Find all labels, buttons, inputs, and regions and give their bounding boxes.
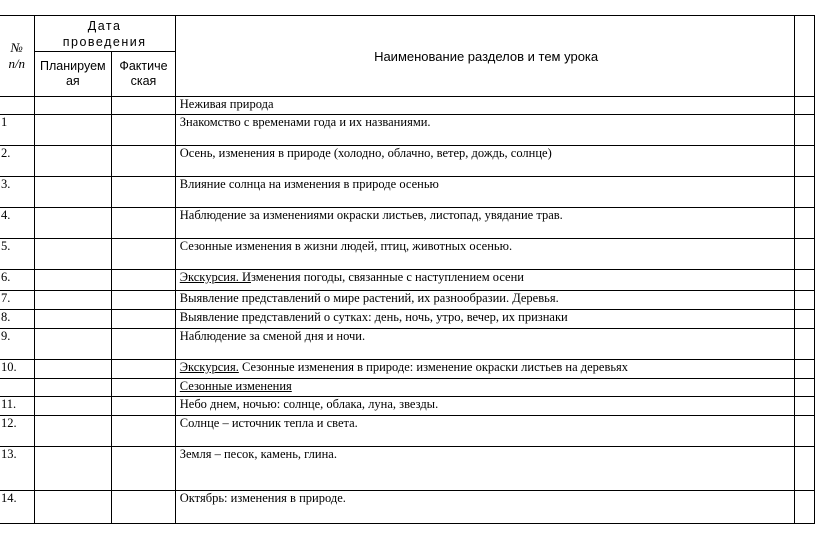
planned-date-cell (34, 329, 112, 360)
row-number-header: № п/п (0, 16, 34, 97)
extra-cell (795, 291, 815, 310)
date-group-header: Дата проведения (34, 16, 175, 52)
topic-text: Земля – песок, камень, глина. (179, 447, 337, 461)
row-number-cell (0, 360, 34, 379)
actual-date-cell (112, 97, 176, 115)
topic-cell (175, 177, 795, 208)
topic-cell (175, 97, 795, 115)
actual-date-cell (112, 115, 176, 146)
row-number: 4. (1, 208, 11, 222)
table-row (0, 447, 815, 491)
planned-date-cell (34, 239, 112, 270)
row-number: 1 (1, 115, 8, 129)
table-row (0, 97, 815, 115)
topic-cell (175, 310, 795, 329)
planned-date-cell (34, 491, 112, 524)
topic-text: Влияние солнца на изменения в природе осенью (179, 177, 439, 191)
topic-text: Октябрь: изменения в природе. (179, 491, 346, 505)
actual-date-cell (112, 397, 176, 416)
actual-date-cell (112, 291, 176, 310)
planned-date-cell (34, 397, 112, 416)
table-row (0, 360, 815, 379)
planned-date-header: Планируем ая (34, 52, 112, 97)
topic-cell (175, 270, 795, 291)
topic-text: Сезонные изменения в жизни людей, птиц, животных осенью. (179, 239, 513, 253)
extra-cell (795, 447, 815, 491)
topic-cell (175, 291, 795, 310)
topic-underlined-prefix: Экскурсия. И (179, 270, 251, 284)
topic-underlined-prefix: Экскурсия. (179, 360, 239, 374)
planned-date-cell (34, 360, 112, 379)
planned-date-cell (34, 270, 112, 291)
table-header-row (0, 16, 815, 52)
row-number: 3. (1, 177, 11, 191)
topic-text: Сезонные изменения в природе: изменение окраски листьев на деревьях (238, 360, 629, 374)
topic-cell (175, 447, 795, 491)
row-number-cell (0, 447, 34, 491)
planned-date-cell (34, 310, 112, 329)
extra-cell (795, 360, 815, 379)
topic-cell (175, 379, 795, 397)
table-row (0, 416, 815, 447)
row-number-cell (0, 97, 34, 115)
row-number-cell (0, 270, 34, 291)
row-number: 14. (1, 491, 17, 505)
row-number: 12. (1, 416, 17, 430)
actual-date-cell (112, 208, 176, 239)
planned-date-cell (34, 177, 112, 208)
topic-text: Наблюдение за сменой дня и ночи. (179, 329, 366, 343)
row-number: 10. (1, 360, 17, 374)
extra-cell (795, 115, 815, 146)
topic-text: Солнце – источник тепла и света. (179, 416, 358, 430)
planned-date-cell (34, 115, 112, 146)
extra-cell (795, 97, 815, 115)
actual-date-cell (112, 239, 176, 270)
row-number-cell (0, 115, 34, 146)
actual-date-cell (112, 360, 176, 379)
topic-title-header: Наименование разделов и тем урока (175, 16, 795, 97)
row-number: 7. (1, 291, 11, 305)
actual-date-cell (112, 310, 176, 329)
topic-cell (175, 491, 795, 524)
row-number-cell (0, 329, 34, 360)
extra-cell (795, 329, 815, 360)
actual-date-cell (112, 177, 176, 208)
table-row (0, 291, 815, 310)
row-number: 8. (1, 310, 11, 324)
row-number-cell (0, 379, 34, 397)
topic-text: зменения погоды, связанные с наступлением осени (250, 270, 524, 284)
actual-date-header: Фактиче ская (112, 52, 176, 97)
extra-cell (795, 310, 815, 329)
actual-date-cell (112, 447, 176, 491)
row-number-cell (0, 177, 34, 208)
row-number: 11. (1, 397, 17, 411)
actual-date-cell (112, 491, 176, 524)
row-number: 2. (1, 146, 11, 160)
planned-date-cell (34, 379, 112, 397)
topic-cell (175, 239, 795, 270)
topic-text: Неживая природа (179, 97, 274, 111)
actual-date-cell (112, 270, 176, 291)
row-number: 13. (1, 447, 17, 461)
topic-text: Осень, изменения в природе (холодно, облачно, ветер, дождь, солнце) (179, 146, 552, 160)
row-number: 9. (1, 329, 11, 343)
row-number-cell (0, 310, 34, 329)
extra-cell (795, 208, 815, 239)
topic-cell (175, 329, 795, 360)
actual-date-cell (112, 146, 176, 177)
topic-cell (175, 115, 795, 146)
row-number-cell (0, 397, 34, 416)
planned-date-cell (34, 208, 112, 239)
actual-date-cell (112, 416, 176, 447)
topic-cell (175, 146, 795, 177)
table-row (0, 379, 815, 397)
extra-cell (795, 239, 815, 270)
topic-text: Выявление представлений о мире растений, их разнообразии. Деревья. (179, 291, 559, 305)
actual-date-cell (112, 379, 176, 397)
row-number-cell (0, 416, 34, 447)
row-number-cell (0, 239, 34, 270)
topic-cell (175, 397, 795, 416)
row-number: 5. (1, 239, 11, 253)
extra-cell (795, 146, 815, 177)
topic-text: Выявление представлений о сутках: день, ночь, утро, вечер, их признаки (179, 310, 568, 324)
planned-date-cell (34, 291, 112, 310)
topic-text: Знакомство с временами года и их названиями. (179, 115, 431, 129)
table-row (0, 329, 815, 360)
lesson-plan-table (0, 15, 815, 524)
planned-date-cell (34, 416, 112, 447)
planned-date-cell (34, 447, 112, 491)
table-row (0, 146, 815, 177)
table-row (0, 491, 815, 524)
topic-underlined-prefix: Сезонные изменения (179, 379, 292, 393)
row-number-cell (0, 291, 34, 310)
topic-text: Небо днем, ночью: солнце, облака, луна, звезды. (179, 397, 439, 411)
planned-date-cell (34, 97, 112, 115)
extra-cell (795, 270, 815, 291)
table-row (0, 115, 815, 146)
row-number-cell (0, 491, 34, 524)
table-row (0, 177, 815, 208)
table-row (0, 239, 815, 270)
topic-text: Наблюдение за изменениями окраски листьев, листопад, увядание трав. (179, 208, 563, 222)
extra-column-header (795, 16, 815, 97)
topic-cell (175, 416, 795, 447)
extra-cell (795, 491, 815, 524)
table-row (0, 310, 815, 329)
topic-cell (175, 208, 795, 239)
table-row (0, 208, 815, 239)
actual-date-cell (112, 329, 176, 360)
extra-cell (795, 397, 815, 416)
planned-date-cell (34, 146, 112, 177)
table-row (0, 270, 815, 291)
row-number-cell (0, 146, 34, 177)
extra-cell (795, 177, 815, 208)
row-number: 6. (1, 270, 11, 284)
topic-cell (175, 360, 795, 379)
table-row (0, 397, 815, 416)
extra-cell (795, 416, 815, 447)
extra-cell (795, 379, 815, 397)
row-number-cell (0, 208, 34, 239)
